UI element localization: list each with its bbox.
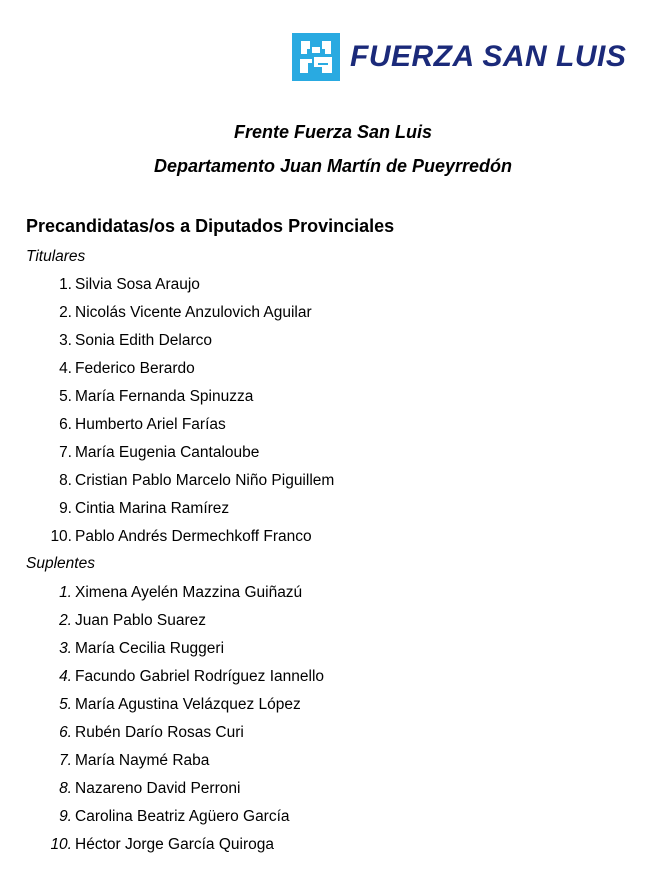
list-item: 8. Cristian Pablo Marcelo Niño Piguillem [0,467,666,495]
candidate-name: Humberto Ariel Farías [75,416,226,433]
logo [292,31,626,83]
list-item: 6. Rubén Darío Rosas Curi [0,719,666,747]
suplentes-label: Suplentes [26,555,95,572]
list-item: 3. Sonia Edith Delarco [0,327,666,355]
list-item: 9. Carolina Beatriz Agüero García [0,803,666,831]
list-item: 6. Humberto Ariel Farías [0,411,666,439]
candidate-name: Cintia Marina Ramírez [75,500,230,517]
candidate-name: María Eugenia Cantaloube [75,444,260,461]
candidate-name: Carolina Beatriz Agüero García [75,808,290,825]
candidate-name: Ximena Ayelén Mazzina Guiñazú [75,584,303,601]
candidate-name: Nazareno David Perroni [75,780,241,797]
candidate-name: Silvia Sosa Araujo [75,276,200,293]
candidate-name: María Naymé Raba [75,752,210,769]
list-item: 5. María Agustina Velázquez López [0,691,666,719]
candidate-name: Héctor Jorge García Quiroga [75,836,275,853]
candidate-name: María Fernanda Spinuzza [75,388,254,405]
department-heading: Departamento Juan Martín de Pueyrredón [153,156,513,176]
list-item: 7. María Eugenia Cantaloube [0,439,666,467]
list-item: 9. Cintia Marina Ramírez [0,495,666,523]
titulares-label: Titulares [26,248,86,265]
candidate-name: Sonia Edith Delarco [75,332,212,349]
candidate-name: Nicolás Vicente Anzulovich Aguilar [75,304,312,321]
list-item: 7. María Naymé Raba [0,747,666,775]
raised-fists-logo-icon [292,33,340,81]
candidate-name: Facundo Gabriel Rodríguez Iannello [75,668,325,685]
list-item: 4. Facundo Gabriel Rodríguez Iannello [0,663,666,691]
list-item: 3. María Cecilia Ruggeri [0,635,666,663]
candidate-name: Juan Pablo Suarez [75,612,206,629]
candidate-name: Pablo Andrés Dermechkoff Franco [75,528,312,545]
candidate-name: Rubén Darío Rosas Curi [75,724,244,741]
suplentes-list [0,579,666,859]
list-item: 2. Nicolás Vicente Anzulovich Aguilar [0,299,666,327]
list-item: 10. Pablo Andrés Dermechkoff Franco [0,523,666,551]
candidate-name: María Agustina Velázquez López [75,696,301,713]
list-item: 1. Ximena Ayelén Mazzina Guiñazú [0,579,666,607]
candidate-name: Cristian Pablo Marcelo Niño Piguillem [75,472,335,489]
list-item: 2. Juan Pablo Suarez [0,607,666,635]
list-item: 4. Federico Berardo [0,355,666,383]
titulares-list [0,271,666,551]
candidate-name: María Cecilia Ruggeri [75,640,225,657]
front-name-heading: Frente Fuerza San Luis [233,122,433,142]
list-item: 5. María Fernanda Spinuzza [0,383,666,411]
candidate-name: Federico Berardo [75,360,195,377]
logo-text: FUERZA SAN LUIS [350,40,627,73]
list-item: 10. Héctor Jorge García Quiroga [0,831,666,859]
list-item: 1. Silvia Sosa Araujo [0,271,666,299]
list-item: 8. Nazareno David Perroni [0,775,666,803]
section-title: Precandidatas/os a Diputados Provinciales [26,216,395,236]
